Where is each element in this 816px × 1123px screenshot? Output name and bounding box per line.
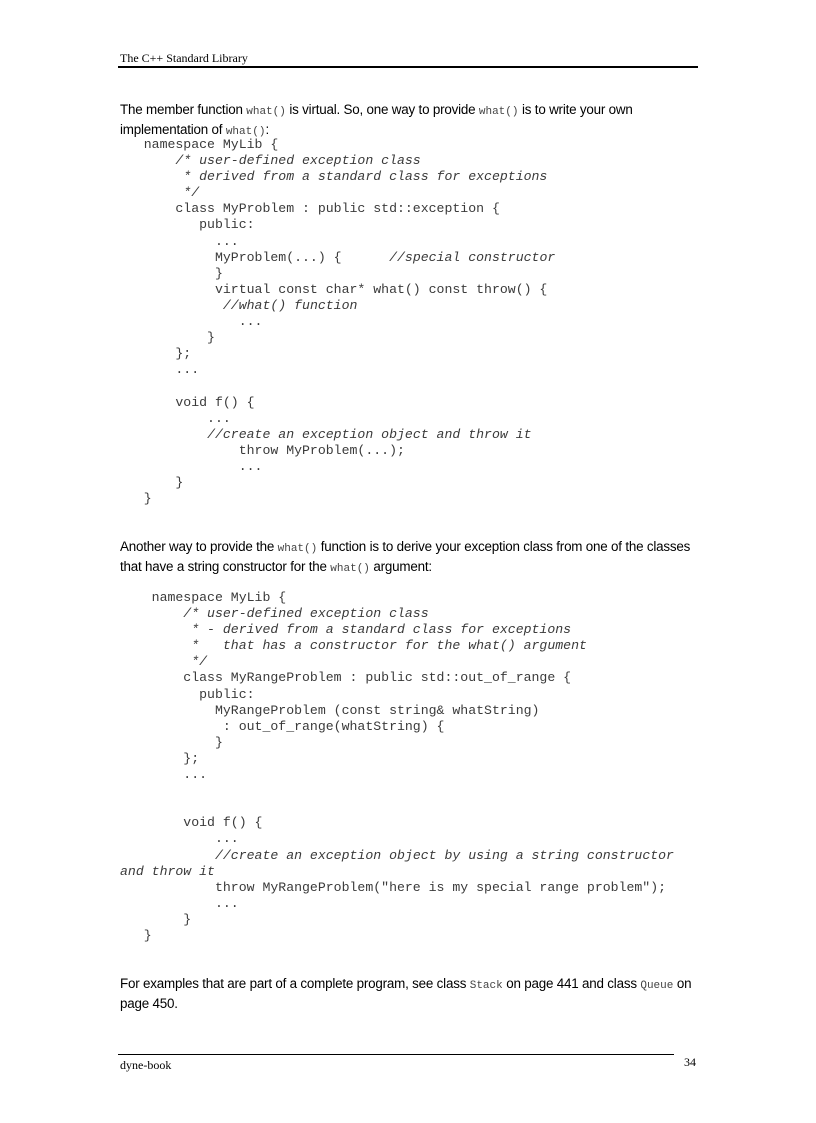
code-line: namespace MyLib { [120,590,287,605]
para3-text-2: on page 441 and class [502,976,641,991]
para1-code-what-2: what() [478,106,519,118]
para3-code-queue: Queue [640,980,674,992]
code-line: ... [120,233,239,249]
code-line: } [120,491,152,507]
code-line: * - derived from a standard class for exceptions [120,622,572,638]
code-line: */ [120,654,208,670]
code-line: public: [120,686,255,702]
code-line: ... [120,895,239,911]
code-line: void f() { [120,394,255,410]
para2-text-3: argument: [369,559,432,574]
code-line: /* user-defined exception class [120,606,429,622]
para2-code-what-1: what() [277,543,318,555]
code-line [120,783,674,799]
code-line: ... [120,362,200,378]
para1-text-1: The member function [120,102,247,117]
code-line [120,799,674,815]
footer-rule [118,1054,674,1055]
code-line: } [120,474,184,490]
code-line: namespace MyLib { [120,137,279,152]
page-number: 34 [684,1055,696,1069]
code-line: MyRangeProblem (const string& whatString) [120,702,540,718]
code-line: } [120,265,223,281]
code-line: ... [120,314,263,330]
para1-text-3: is to write your own implementation of [120,102,633,137]
code-line: ... [120,831,239,847]
code-line: ... [120,410,231,426]
code-line: virtual const char* what() const throw() { [120,281,548,297]
code-listing-myproblem [120,137,555,507]
code-listing-myrangeproblem [120,590,674,944]
code-line: } [120,330,215,346]
code-line: /* user-defined exception class [120,153,421,169]
para2-text-2: function is to derive your exception class from one of the classes that have a string constructor for the [120,539,691,574]
footer-source: dyne-book [120,1058,172,1072]
second-paragraph [120,538,710,578]
closing-paragraph [120,975,710,1013]
code-line: throw MyProblem(...); [120,442,405,458]
code-line: } [120,927,152,943]
code-line: ... [120,767,208,783]
code-line: } [120,911,192,927]
code-line: * that has a constructor for the what() argument [120,638,587,654]
code-line: }; [120,750,200,766]
code-line: and throw it [120,863,215,879]
code-line: : out_of_range(whatString) { [120,718,445,734]
para3-code-stack: Stack [469,980,503,992]
code-line: class MyRangeProblem : public std::out_of_range { [120,670,572,686]
code-line: //create an exception object and throw it [207,426,532,442]
para3-text-1: For examples that are part of a complete program, see class [120,976,470,991]
code-line: //create an exception object by using a string constructor [214,847,674,863]
code-line [120,378,555,394]
code-line: void f() { [120,815,263,831]
para1-code-what-1: what() [246,106,286,118]
intro-paragraph [120,101,710,141]
code-line: public: [120,217,255,233]
code-line: class MyProblem : public std::exception { [120,201,500,217]
code-line: } [120,734,223,750]
code-line: * derived from a standard class for exceptions [120,169,548,185]
para3-text-3: on page 450. [120,976,692,1011]
para1-text-4: : [265,122,269,137]
code-line: }; [120,346,192,362]
code-line: MyProblem(...) { //special constructor [120,249,556,265]
para2-text-1: Another way to provide the [120,539,278,554]
running-header-title: The C++ Standard Library [120,51,248,65]
code-line: */ [120,185,200,201]
code-line: throw MyRangeProblem("here is my special range problem"); [120,879,667,895]
code-line: ... [120,458,263,474]
code-line: //what() function [222,297,358,313]
header-rule [118,66,698,68]
para1-text-2: is virtual. So, one way to provide [285,102,479,117]
para1-code-what-3: what() [225,126,266,138]
para2-code-what-2: what() [330,563,370,575]
